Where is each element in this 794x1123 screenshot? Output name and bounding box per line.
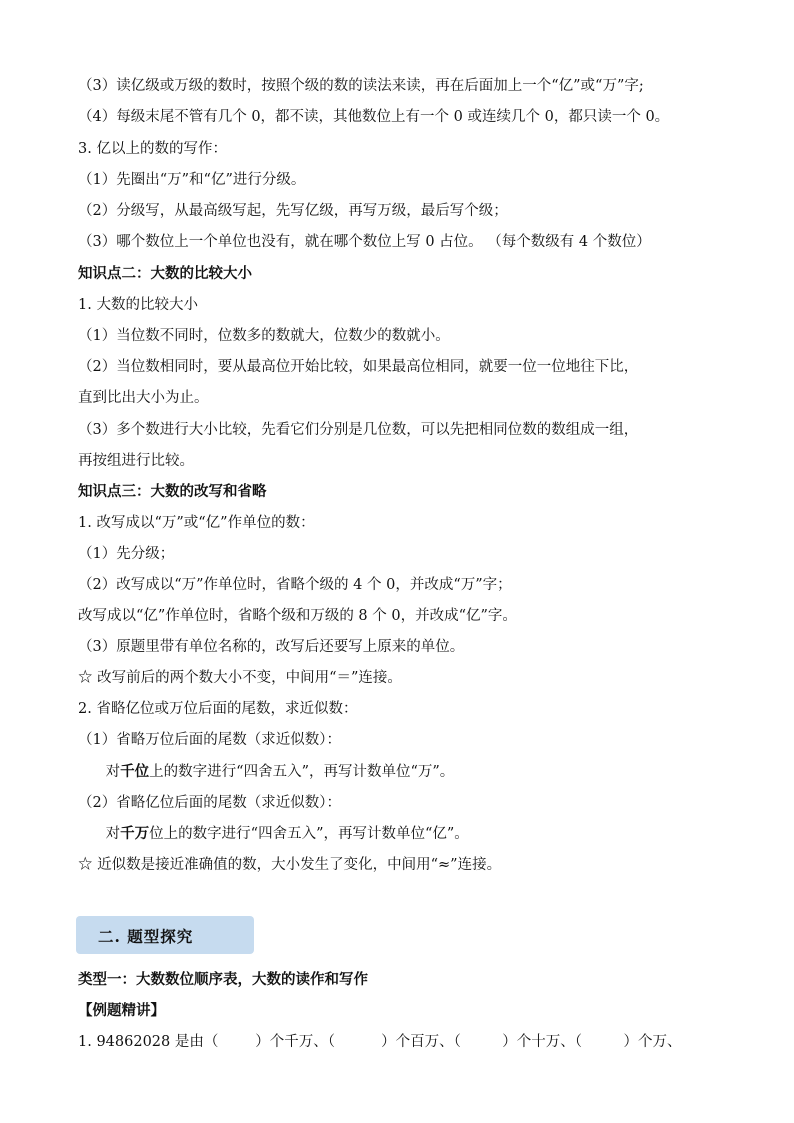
section-title: 二. 题型探究 <box>98 927 194 946</box>
star-note: ☆ 改写前后的两个数大小不变，中间用“＝”连接。 <box>78 670 402 686</box>
rule-text: （2）省略亿位后面的尾数（求近似数）： <box>78 795 341 811</box>
rule-text <box>78 762 454 782</box>
star-note: ☆ 近似数是接近准确值的数，大小发生了变化，中间用“≈”连接。 <box>78 857 502 873</box>
rule-text: （2）改写成以“万”作单位时，省略个级的 4 个 0，并改成“万”字； <box>78 577 512 593</box>
rule-text: 改写成以“亿”作单位时，省略个级和万级的 8 个 0，并改成“亿”字。 <box>78 608 517 624</box>
type-heading: 类型一：大数数位顺序表，大数的读作和写作 <box>78 972 368 988</box>
knowledge-point-heading: 知识点二：大数的比较大小 <box>78 266 252 282</box>
rule-text: 直到比出大小为止。 <box>78 390 209 406</box>
rule-text-part: 对 <box>78 764 121 780</box>
rule-text: （1）当位数不同时，位数多的数就大，位数少的数就小。 <box>78 328 450 344</box>
rule-text: （3）原题里带有单位名称的，改写后还要写上原来的单位。 <box>78 639 465 655</box>
rule-text: （2）分级写，从最高级写起，先写亿级，再写万级，最后写个级； <box>78 203 508 219</box>
rule-text-part: 对 <box>78 826 121 842</box>
subheading: 2. 省略亿位或万位后面的尾数，求近似数： <box>78 701 358 717</box>
subheading: 3. 亿以上的数的写作： <box>78 141 227 157</box>
rule-text <box>78 824 469 844</box>
rule-text: （1）先分级； <box>78 546 175 562</box>
subheading: 1. 大数的比较大小 <box>78 297 198 313</box>
knowledge-point-heading: 知识点三：大数的改写和省略 <box>78 484 267 500</box>
rule-text: （3）哪个数位上一个单位也没有，就在哪个数位上写 0 占位。 （每个数级有 4 个数位） <box>78 234 651 250</box>
rule-text-part: 位上的数字进行“四舍五入”，再写计数单位“亿”。 <box>149 826 469 842</box>
rule-text: （4）每级末尾不管有几个 0，都不读，其他数位上有一个 0 或连续几个 0，都只读一个 0。 <box>78 109 670 125</box>
section-banner <box>76 916 254 954</box>
rule-text: （3）多个数进行大小比较，先看它们分别是几位数，可以先把相同位数的数组成一组， <box>78 422 639 438</box>
rule-text: （1）先圈出“万”和“亿”进行分级。 <box>78 172 306 188</box>
emphasis-text: 千万 <box>120 826 150 842</box>
rule-text-part: 上的数字进行“四舍五入”，再写计数单位“万”。 <box>149 764 455 780</box>
question-text: 1. 94862028 是由（ ）个千万、（ ）个百万、（ ）个十万、（ ）个万、 <box>78 1034 682 1050</box>
subheading: 1. 改写成以“万”或“亿”作单位的数： <box>78 515 315 531</box>
rule-text: （3）读亿级或万级的数时，按照个级的数的读法来读，再在后面加上一个“亿”或“万”字; <box>78 78 644 94</box>
rule-text: （1）省略万位后面的尾数（求近似数）： <box>78 732 341 748</box>
rule-text: （2）当位数相同时，要从最高位开始比较，如果最高位相同，就要一位一位地往下比， <box>78 359 639 375</box>
rule-text: 再按组进行比较。 <box>78 453 194 469</box>
emphasis-text: 千位 <box>120 764 150 780</box>
example-heading: 【例题精讲】 <box>78 1003 165 1019</box>
